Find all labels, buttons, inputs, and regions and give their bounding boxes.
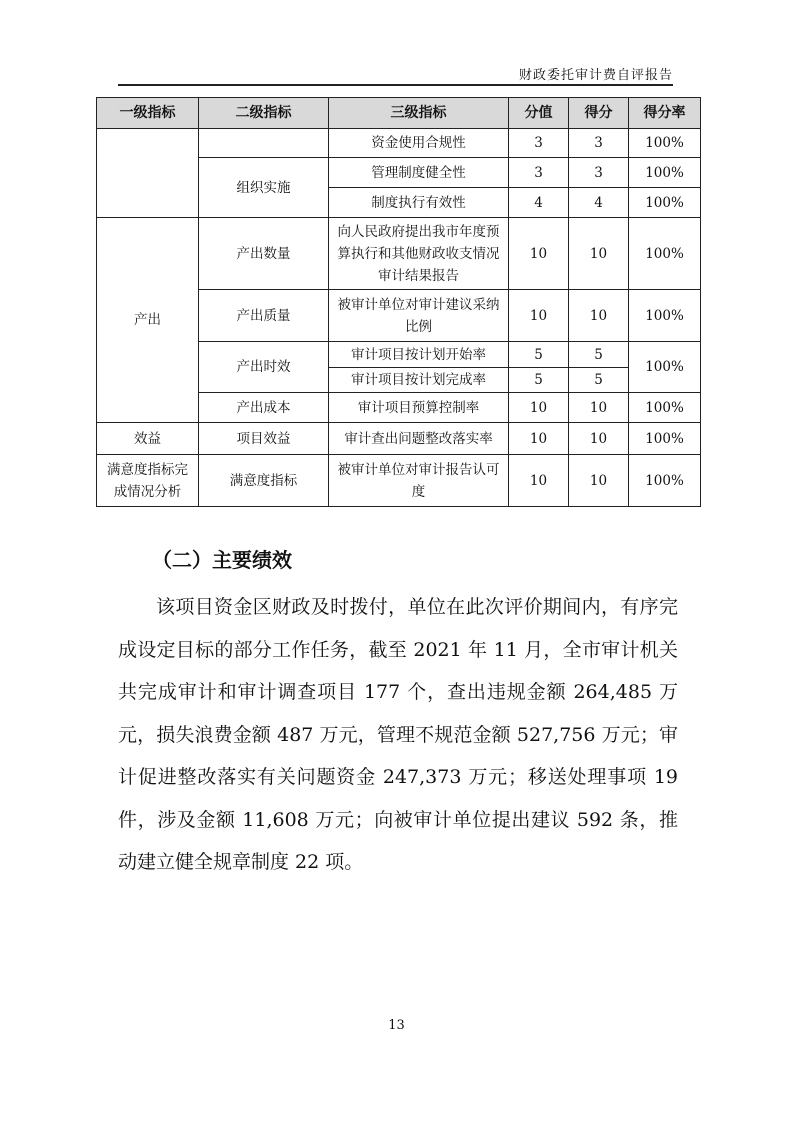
section-heading: （二）主要绩效: [152, 548, 292, 572]
level3-cell: 向人民政府提出我市年度预算执行和其他财政收支情况审计结果报告: [329, 218, 509, 290]
got-cell: 5: [569, 368, 629, 393]
score-cell: 10: [509, 290, 569, 342]
got-cell: 10: [569, 218, 629, 290]
level3-cell: 管理制度健全性: [329, 158, 509, 188]
rate-cell: 100%: [629, 342, 701, 393]
header-score: 分值: [509, 98, 569, 129]
got-cell: 3: [569, 158, 629, 188]
level3-cell: 资金使用合规性: [329, 129, 509, 158]
level1-cell: 效益: [97, 423, 199, 455]
level2-cell: 产出时效: [199, 342, 329, 393]
table-row: [97, 423, 701, 455]
header-level1: 一级指标: [97, 98, 199, 129]
header-level3: 三级指标: [329, 98, 509, 129]
level3-cell: 审计项目按计划完成率: [329, 368, 509, 393]
got-cell: 4: [569, 188, 629, 218]
score-cell: 10: [509, 423, 569, 455]
rate-cell: 100%: [629, 290, 701, 342]
rate-cell: 100%: [629, 188, 701, 218]
rate-cell: 100%: [629, 393, 701, 423]
score-cell: 4: [509, 188, 569, 218]
score-cell: 3: [509, 158, 569, 188]
level1-cell-empty: [97, 129, 199, 218]
level2-cell: 项目效益: [199, 423, 329, 455]
level1-cell: 产出: [97, 218, 199, 423]
level2-cell: 满意度指标: [199, 455, 329, 507]
got-cell: 5: [569, 342, 629, 368]
level3-cell: 制度执行有效性: [329, 188, 509, 218]
score-cell: 3: [509, 129, 569, 158]
table-row: [97, 129, 701, 158]
table-row: [97, 455, 701, 507]
level3-cell: 被审计单位对审计建议采纳比例: [329, 290, 509, 342]
level2-cell-empty: [199, 129, 329, 158]
score-cell: 10: [509, 455, 569, 507]
indicator-score-table: [96, 97, 701, 507]
level3-cell: 审计项目预算控制率: [329, 393, 509, 423]
rate-cell: 100%: [629, 158, 701, 188]
level1-cell: 满意度指标完成情况分析: [97, 455, 199, 507]
rate-cell: 100%: [629, 129, 701, 158]
got-cell: 3: [569, 129, 629, 158]
score-cell: 10: [509, 393, 569, 423]
got-cell: 10: [569, 423, 629, 455]
got-cell: 10: [569, 455, 629, 507]
rate-cell: 100%: [629, 455, 701, 507]
level3-cell: 审计查出问题整改落实率: [329, 423, 509, 455]
header-level2: 二级指标: [199, 98, 329, 129]
level2-cell: 产出成本: [199, 393, 329, 423]
score-cell: 5: [509, 368, 569, 393]
score-cell: 5: [509, 342, 569, 368]
header-got: 得分: [569, 98, 629, 129]
table-header-row: [97, 98, 701, 129]
level2-cell: 产出数量: [199, 218, 329, 290]
got-cell: 10: [569, 393, 629, 423]
header-rate: 得分率: [629, 98, 701, 129]
got-cell: 10: [569, 290, 629, 342]
rate-cell: 100%: [629, 423, 701, 455]
level3-cell: 审计项目按计划开始率: [329, 342, 509, 368]
level3-cell: 被审计单位对审计报告认可度: [329, 455, 509, 507]
page-number: 13: [388, 1018, 405, 1033]
rate-cell: 100%: [629, 218, 701, 290]
header-rule: [118, 84, 673, 86]
level2-cell: 产出质量: [199, 290, 329, 342]
report-header-title: 财政委托审计费自评报告: [518, 68, 673, 83]
performance-paragraph: 该项目资金区财政及时拨付，单位在此次评价期间内，有序完成设定目标的部分工作任务，截至 2021 年 11 月，全市审计机关共完成审计和审计调查项目 177 个，查出违规金额 264,485 万元，损失浪费金额 487 万元，管理不规范金额 527,756 万元；审计促进整改落实有关问题资金 247,373 万元；移送处理事项 19 件，涉及金额 11,608 万元；向被审计单位提出建议 592 条，推动建立健全规章制度 22 项。: [118, 596, 678, 873]
table-row: [97, 218, 701, 290]
score-cell: 10: [509, 218, 569, 290]
level2-cell: 组织实施: [199, 158, 329, 218]
